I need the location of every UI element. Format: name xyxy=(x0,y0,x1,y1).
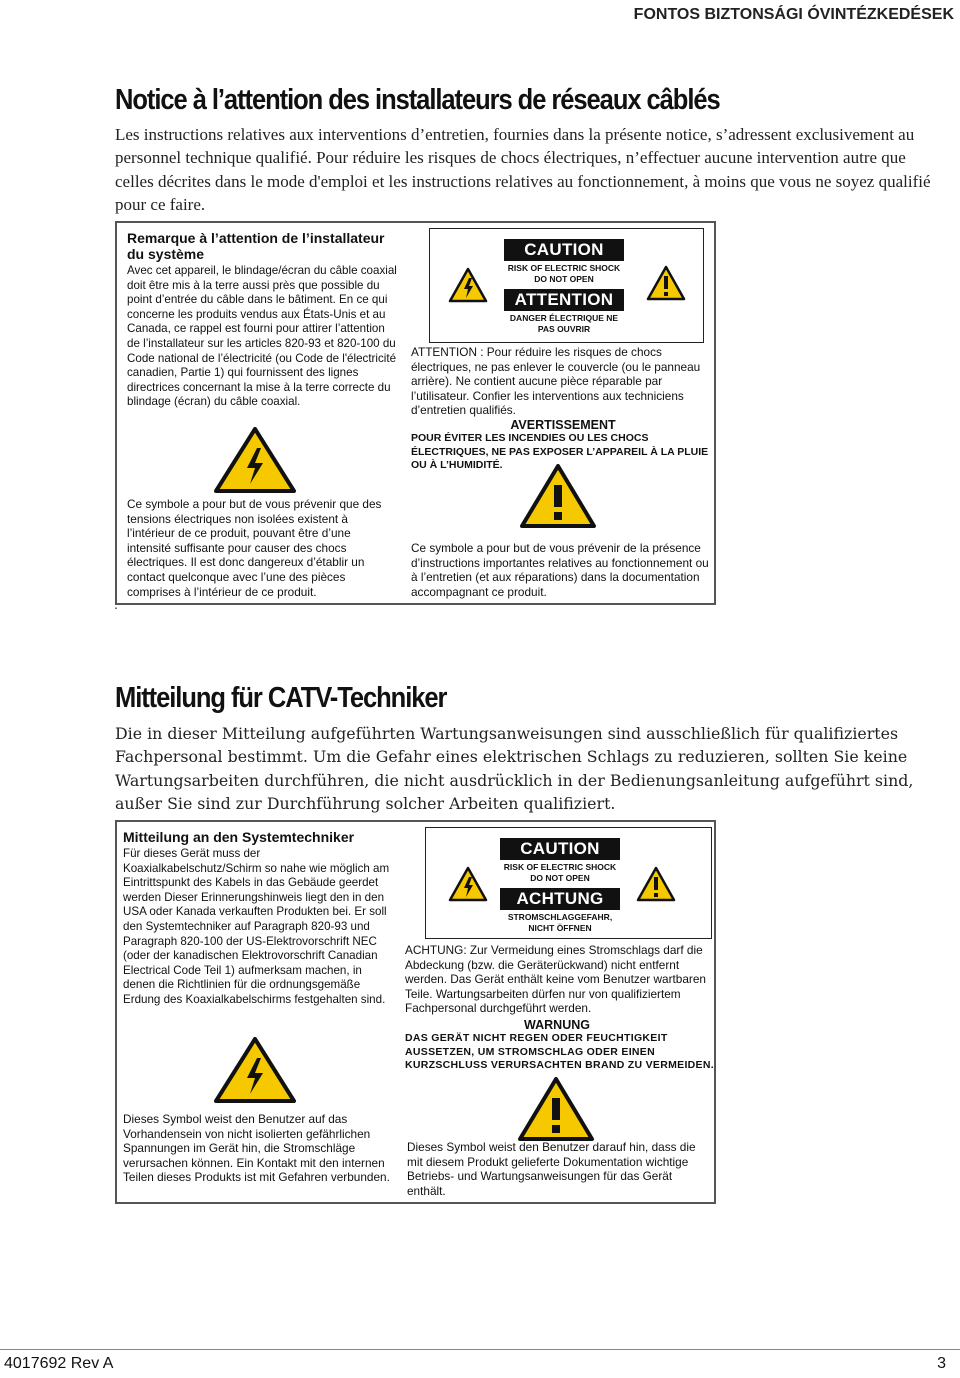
warning-heading-french: AVERTISSEMENT xyxy=(510,418,616,432)
caution-title: CAUTION xyxy=(504,239,624,261)
instruction-symbol-text-german: Dieses Symbol weist den Benutzer darauf hin, dass die mit diesem Produkt gelieferte Dokumentation wichtige Betriebs- und Wartungsanweisungen für das Gerät enthält. xyxy=(407,1140,696,1198)
lightning-triangle-icon xyxy=(448,866,488,902)
trailing-mark: . xyxy=(114,596,118,612)
paragraph-german: Die in dieser Mitteilung aufgeführten Wartungsanweisungen sind ausschließlich für qualifiziertes Fachpersonal bestimmt. Um die Gefahr eines elektrischen Schlags zu reduzieren, sollten Sie keine Wartungsarbeiten durchführen, die nicht ausdrücklich in der Bedienungsanleitung aufgeführt sind, außer Sie sind zur Durchführung solcher Arbeiten qualifiziert. xyxy=(115,724,914,813)
caution-label-french xyxy=(429,228,704,343)
shock-symbol-text-german: Dieses Symbol weist den Benutzer auf das Vorhandensein von nicht isolierten gefährlichen Spannungen im Gerät hin, die Stromschläge verursachen können. Ein Kontakt mit den internen Teilen dieses Produkts ist mit Gefahren verbunden. xyxy=(123,1112,390,1185)
lightning-triangle-icon xyxy=(213,426,297,494)
page-footer xyxy=(0,1349,960,1378)
safety-notice-box-german xyxy=(115,820,716,1204)
caution-subtitle: RISK OF ELECTRIC SHOCK DO NOT OPEN xyxy=(507,263,621,284)
warning-text-french: POUR ÉVITER LES INCENDIES OU LES CHOCS ÉLECTRIQUES, NE PAS EXPOSER L’APPAREIL À LA PLUIE OU À L’HUMIDITÉ. xyxy=(411,432,709,471)
page-header: FONTOS BIZTONSÁGI ÓVINTÉZKEDÉSEK xyxy=(633,6,954,23)
achtung-title: ACHTUNG xyxy=(500,888,620,910)
installer-notice-text: Für dieses Gerät muss der Koaxialkabelschutz/Schirm so nahe wie möglich am Eintrittspunkt des Kabels in das Gebäude geerdet werden Dieser Erinnerungshinweis liegt den in den USA oder Kanada verkauften Produkten bei. Er soll den Systemtechniker auf Paragraph 820-93 und Paragraph 820-100 der US-Elektrovorschrift NEC (oder der kanadischen Elektrovorschrift Canadian Electrical Code Teil 1) aufmerksam machen, in denen die Richtlinien für die ordnungsgemäße Erdung des Koaxialkabelschirms festgehalten sind. xyxy=(123,847,390,1006)
installer-notice-text: Avec cet appareil, le blindage/écran du câble coaxial doit être mis à la terre aussi près que possible du point d’entrée du câble dans le bâtiment. En ce qui concerne les produits vendus aux États-Unis et au Canada, ce rappel est fourni pour attirer l’attention de l’installateur sur les articles 820-93 et 820-100 du Code national de l’électricité (ou Code de l'électricité canadien, Partie 1) qui fournissent des lignes directrices concernant la mise à la terre correcte du blindage (écran) du câble coaxial. xyxy=(127,264,397,409)
installer-notice-german xyxy=(123,829,397,1008)
safety-notice-box-french xyxy=(115,221,716,605)
attention-subtitle: DANGER ÉLECTRIQUE NE PAS OUVRIR xyxy=(509,313,619,334)
page-number: 3 xyxy=(937,1355,946,1372)
achtung-subtitle: STROMSCHLAGGEFAHR, NICHT ÖFFNEN xyxy=(507,912,613,933)
caution-label-german xyxy=(425,827,712,939)
heading-german: Mitteilung für CATV-Techniker xyxy=(115,682,447,714)
exclamation-triangle-icon xyxy=(519,463,597,529)
warning-text-german: DAS GERÄT NICHT REGEN ODER FEUCHTIGKEIT AUSSETZEN, UM STROMSCHLAG ODER EINEN KURZSCHLUSS VERURSACHTEN BRAND ZU VERMEIDEN. xyxy=(405,1032,714,1071)
caution-title: CAUTION xyxy=(500,838,620,860)
installer-notice-french xyxy=(127,230,397,410)
attention-text-french: ATTENTION : Pour réduire les risques de chocs électriques, ne pas enlever le couvercle (ou le panneau arrière). Ne contient aucune pièce réparable par l’utilisateur. Confier les interventions aux techniciens d’entretien qualifiés. xyxy=(411,345,701,418)
document-id: 4017692 Rev A xyxy=(4,1355,114,1372)
lightning-triangle-icon xyxy=(213,1036,297,1104)
paragraph-french: Les instructions relatives aux interventions d’entretien, fournies dans la présente notice, s’adressent exclusivement au personnel technique qualifié. Pour réduire les risques de chocs électriques, n’effectuer aucune intervention autre que celles décrites dans le mode d'emploi et les instructions relatives au fonctionnement, à moins que vous ne soyez qualifié pour ce faire. xyxy=(115,125,931,214)
exclamation-triangle-icon xyxy=(636,866,676,902)
lightning-triangle-icon xyxy=(448,267,488,303)
attention-title: ATTENTION xyxy=(504,289,624,311)
warning-heading-german: WARNUNG xyxy=(524,1018,590,1032)
exclamation-triangle-icon xyxy=(517,1076,595,1142)
installer-notice-heading: Mitteilung an den Systemtechniker xyxy=(123,829,355,845)
shock-symbol-text-french: Ce symbole a pour but de vous prévenir que des tensions électriques non isolées existent à l’intérieur de ce produit, pouvant être d’une intensité suffisante pour causer des chocs électriques. Il est donc dangereux d’établir un contact quelconque avec l’une des pièces comprises à l’intérieur de ce produit. xyxy=(127,497,382,599)
heading-french: Notice à l’attention des installateurs de réseaux câblés xyxy=(115,84,720,116)
exclamation-triangle-icon xyxy=(646,265,686,301)
achtung-text-german: ACHTUNG: Zur Vermeidung eines Stromschlags darf die Abdeckung (bzw. die Geräterückwand) nicht entfernt werden. Das Gerät enthält keine vom Benutzer wartbaren Teile. Wartungsarbeiten dürfen nur von qualifiziertem Fachpersonal durchgeführt werden. xyxy=(405,943,706,1016)
instruction-symbol-text-french: Ce symbole a pour but de vous prévenir de la présence d’instructions importantes relatives au fonctionnement ou à l’entretien (et aux réparations) dans la documentation accompagnant ce produit. xyxy=(411,541,709,599)
caution-subtitle: RISK OF ELECTRIC SHOCK DO NOT OPEN xyxy=(503,862,617,883)
installer-notice-heading: Remarque à l’attention de l’installateur du système xyxy=(127,230,385,262)
